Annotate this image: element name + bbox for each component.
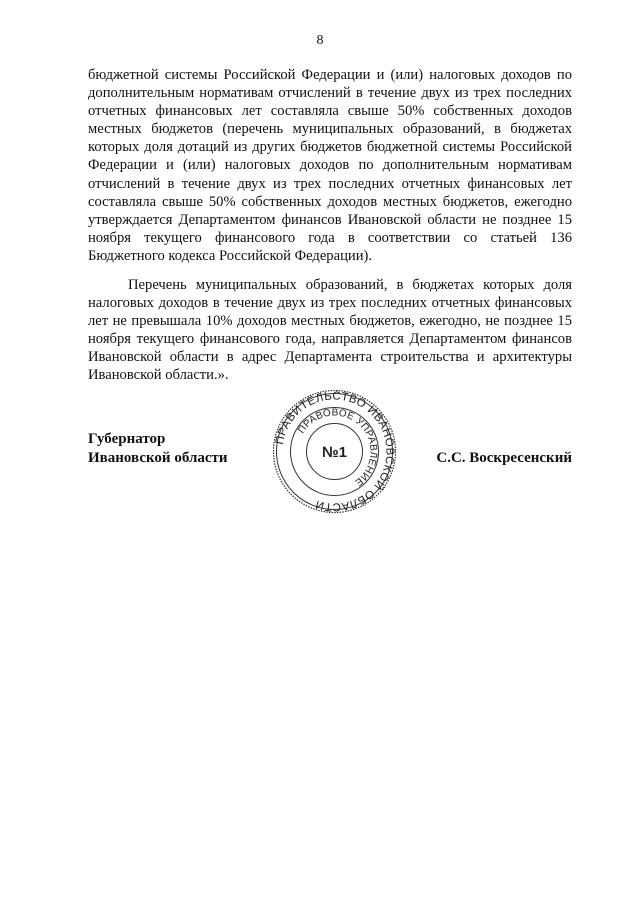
signer-position [88, 430, 228, 468]
signer-name: С.С. Воскресенский [436, 450, 572, 466]
official-stamp [271, 388, 398, 515]
signer-position-line-2: Ивановской области [88, 450, 228, 466]
stamp-graphic [271, 388, 398, 515]
stamp-inner-text: ПРАВОВОЕ УПРАВЛЕНИЕ [296, 407, 379, 489]
stamp-outer-text: ПРАВИТЕЛЬСТВО ИВАНОВСКОЙ ОБЛАСТИ [273, 390, 396, 513]
page-number: 8 [316, 33, 324, 48]
signer-position-line-1: Губернатор [88, 431, 166, 447]
body-paragraph-2: Перечень муниципальных образований, в бюджетах которых доля налоговых доходов в течение двух из трех последних отчетных финансовых лет не превышала 10% доходов местных бюджетов, ежегодно, не позднее 15 ноября текущего финансового года, направляется Департаментом финансов Ивановской области в адрес Департамента строительства и архитектуры Ивановской области.». [88, 277, 572, 384]
stamp-number: №1 [321, 444, 348, 461]
body-paragraph-1: бюджетной системы Российской Федерации и (или) налоговых доходов по дополнительным нормативам отчислений в течение двух из трех последних отчетных финансовых лет составляла свыше 50% собственных доходов местных бюджетов (перечень муниципальных образований, в бюджетах которых доля дотаций из других бюджетов бюджетной системы Российской Федерации и (или) налоговых доходов по дополнительным нормативам отчислений в течение двух из трех последних отчетных финансовых лет составляла свыше 50% собственных доходов местных бюджетов, ежегодно утверждается Департаментом финансов Ивановской области не позднее 15 ноября текущего финансового года в соответствии со статьей 136 Бюджетного кодекса Российской Федерации). [88, 67, 572, 264]
